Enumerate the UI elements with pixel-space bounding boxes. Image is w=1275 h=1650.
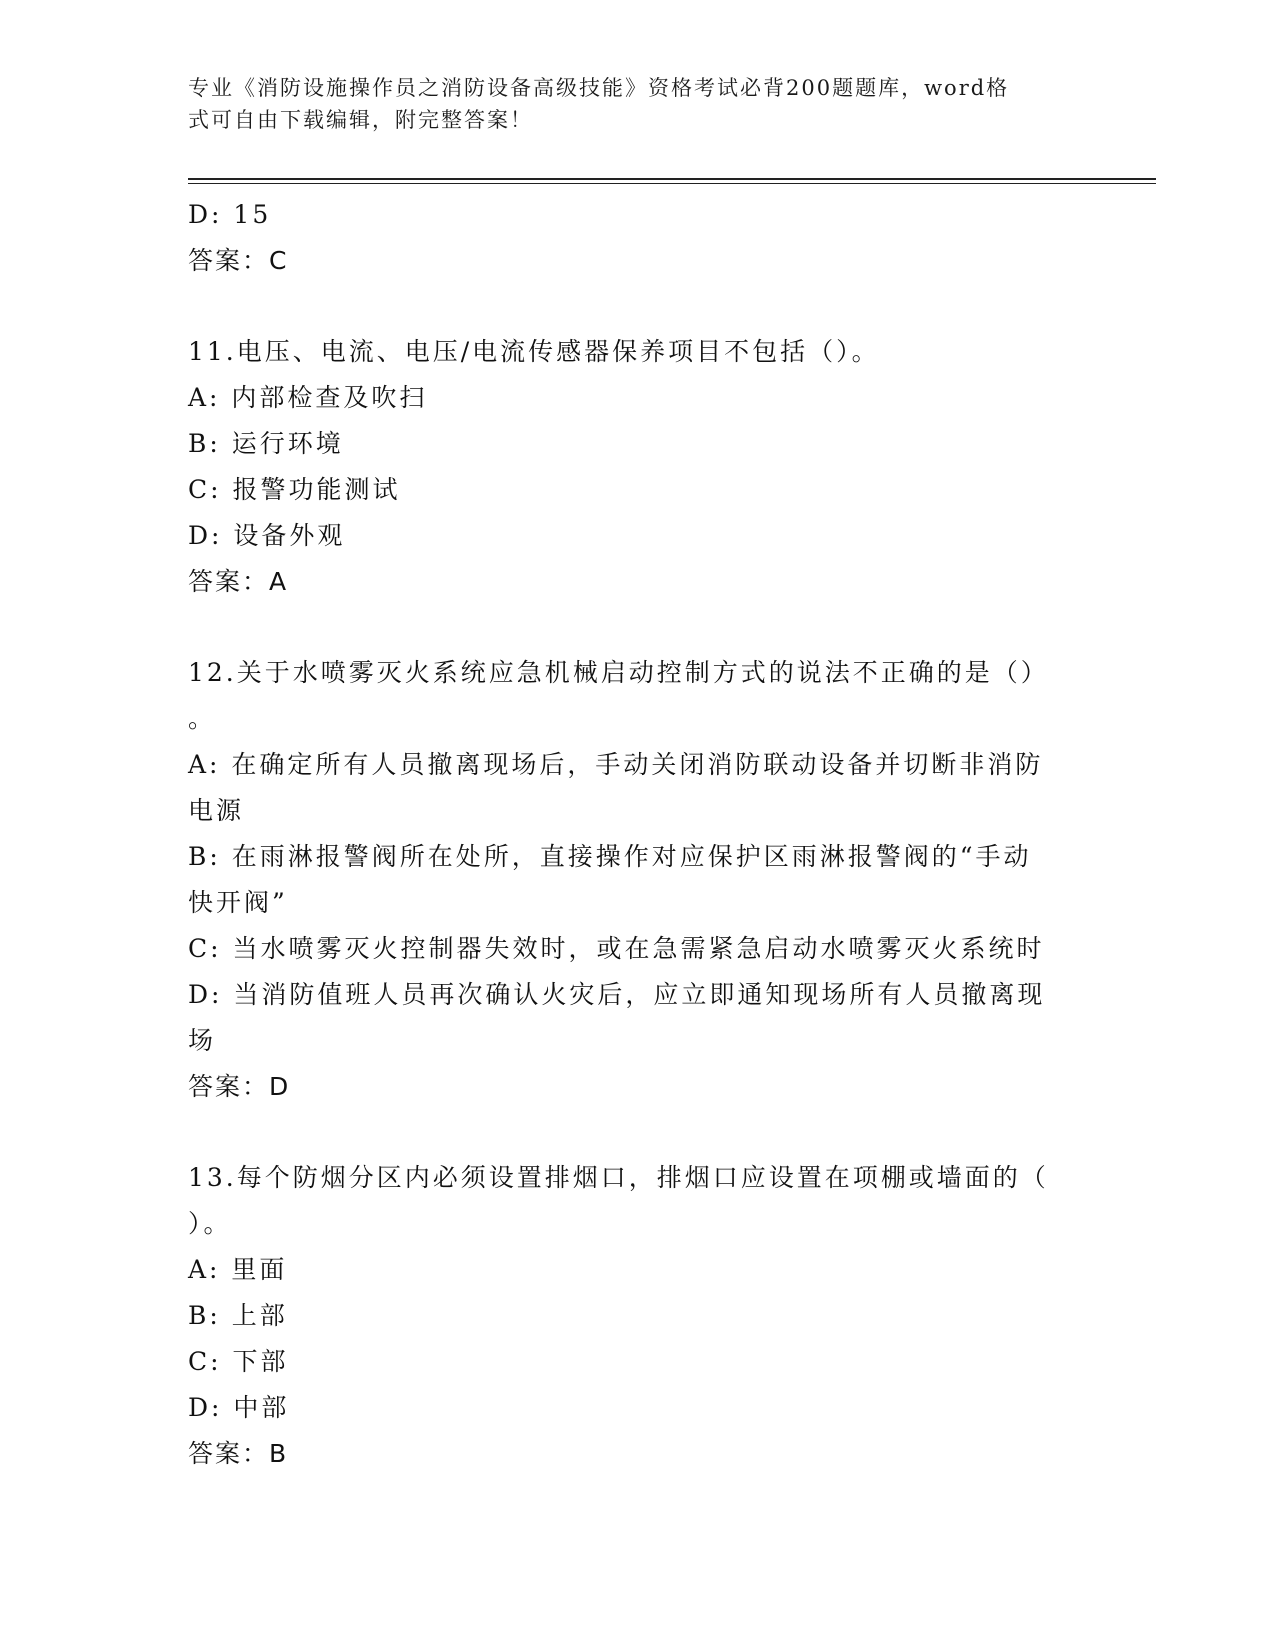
question-stem: 11.电压、电流、电压/电流传感器保养项目不包括（）。: [188, 337, 880, 366]
option-d: D: 当消防值班人员再次确认火灾后，应立即通知现场所有人员撤离现: [188, 980, 1046, 1009]
header-divider-thin: [188, 183, 1156, 184]
header-divider: [188, 178, 1156, 180]
answer-line: 答案：D: [188, 1072, 291, 1101]
question-13: [188, 1155, 1088, 1477]
option-b-cont: 快开阀”: [188, 888, 288, 917]
document-header: [188, 72, 1068, 136]
option-c: C: 报警功能测试: [188, 475, 401, 504]
option-d: D: 15: [188, 200, 272, 229]
option-a: A: 内部检查及吹扫: [188, 383, 428, 412]
option-d: D: 设备外观: [188, 521, 346, 550]
header-line-2: 式可自由下载编辑，附完整答案！: [188, 108, 533, 132]
header-line-1: 专业《消防设施操作员之消防设备高级技能》资格考试必背200题题库，word格: [188, 76, 1010, 100]
answer-line: 答案：B: [188, 1439, 289, 1468]
question-11: [188, 329, 1088, 605]
option-b: B: 上部: [188, 1301, 288, 1330]
option-a: A: 里面: [188, 1255, 288, 1284]
option-c: C: 下部: [188, 1347, 289, 1376]
previous-question-tail: [188, 192, 1088, 284]
question-stem-cont: 。: [188, 704, 217, 733]
question-stem: 13.每个防烟分区内必须设置排烟口，排烟口应设置在项棚或墙面的（: [188, 1163, 1049, 1192]
option-b: B: 运行环境: [188, 429, 344, 458]
option-d-cont: 场: [188, 1026, 217, 1055]
option-c: C: 当水喷雾灭火控制器失效时，或在急需紧急启动水喷雾灭火系统时: [188, 934, 1045, 963]
document-body: [188, 192, 1088, 1477]
option-a: A: 在确定所有人员撤离现场后，手动关闭消防联动设备并切断非消防: [188, 750, 1044, 779]
option-d: D: 中部: [188, 1393, 290, 1422]
question-stem: 12.关于水喷雾灭火系统应急机械启动控制方式的说法不正确的是（）: [188, 658, 1049, 687]
question-12: [188, 650, 1088, 1110]
option-b: B: 在雨淋报警阀所在处所，直接操作对应保护区雨淋报警阀的“手动: [188, 842, 1032, 871]
answer-line: 答案：C: [188, 246, 289, 275]
option-a-cont: 电源: [188, 796, 245, 825]
answer-line: 答案：A: [188, 567, 289, 596]
question-stem-cont: ）。: [188, 1209, 232, 1238]
